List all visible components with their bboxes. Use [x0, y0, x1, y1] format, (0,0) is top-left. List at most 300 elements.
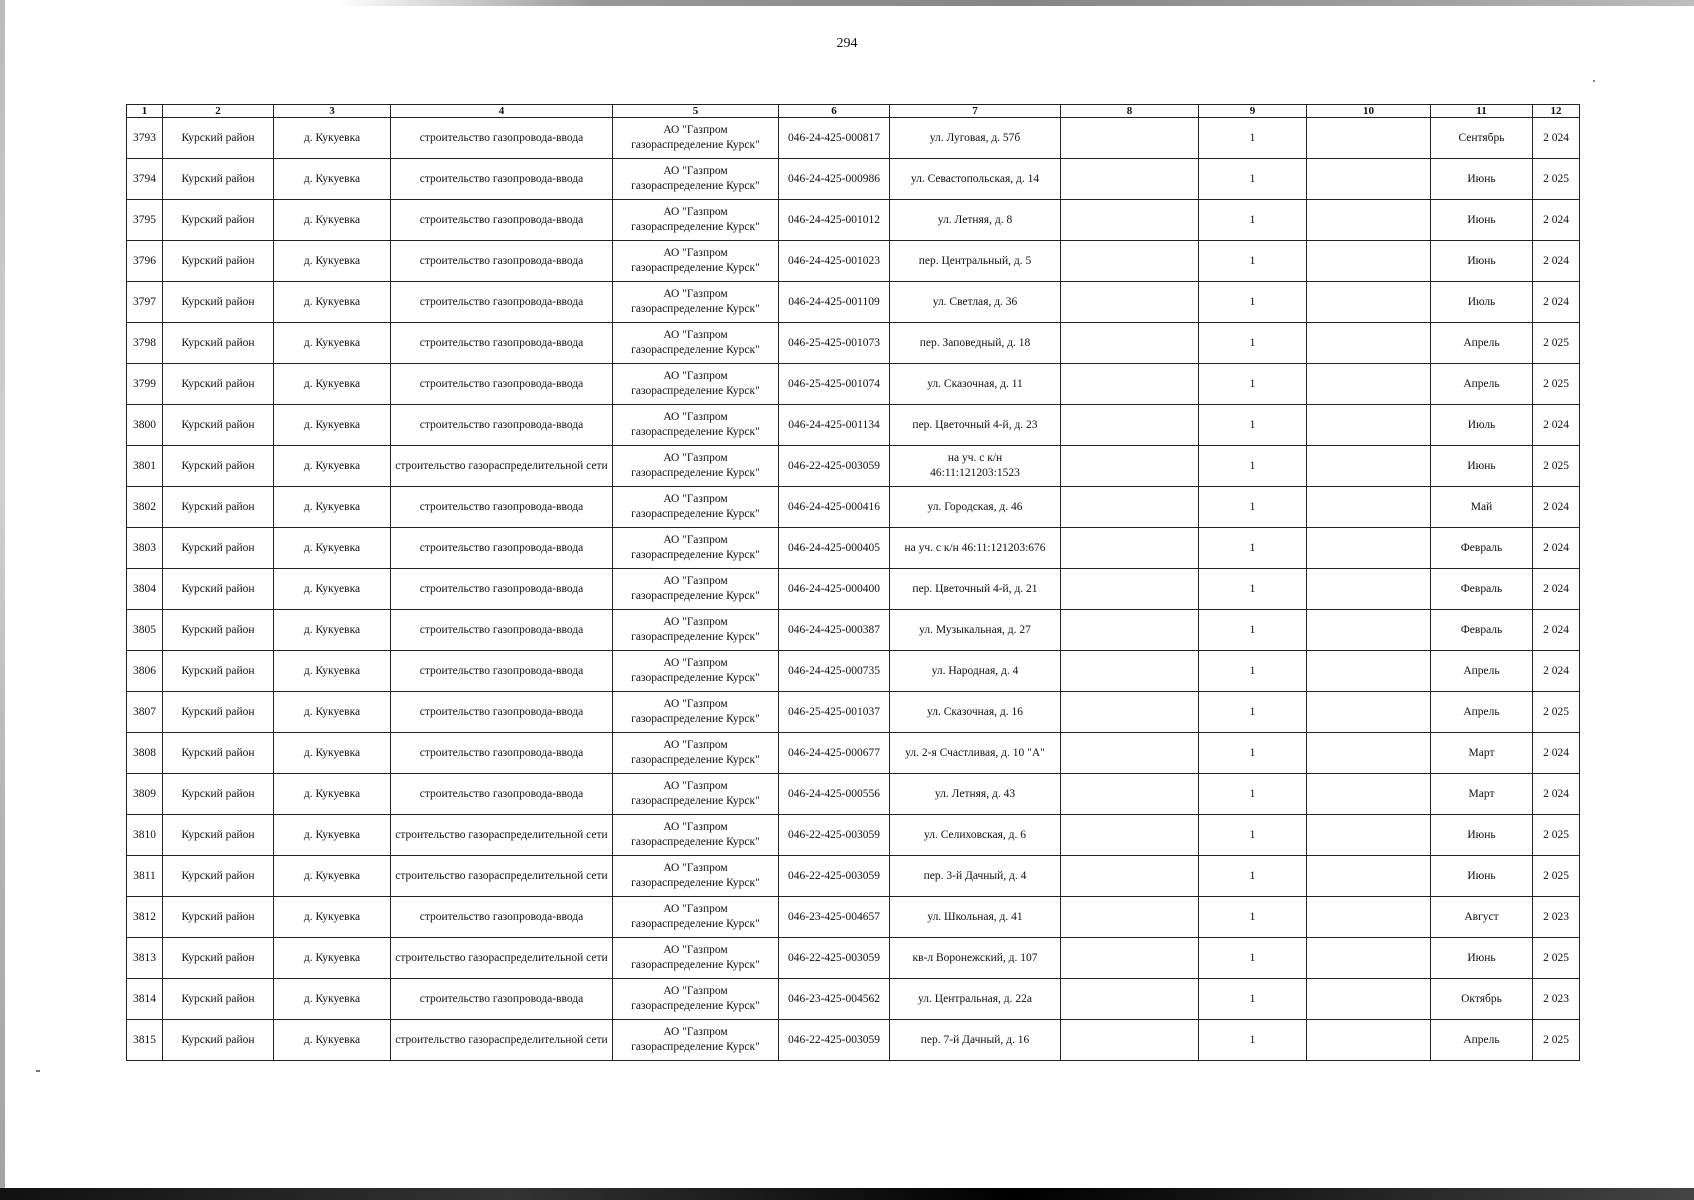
quantity-cell: 1 — [1199, 528, 1307, 569]
col-header-8: 8 — [1061, 105, 1199, 118]
address-line-1: ул. Музыкальная, д. 27 — [919, 623, 1031, 636]
row-number: 3799 — [127, 364, 163, 405]
row-number: 3815 — [127, 1020, 163, 1061]
col-header-3: 3 — [274, 105, 391, 118]
district-cell: Курский район — [163, 692, 274, 733]
organization-line-1: АО "Газпром — [663, 124, 728, 136]
month-cell: Апрель — [1431, 1020, 1533, 1061]
address-line-1: кв-л Воронежский, д. 107 — [912, 951, 1038, 964]
col10-cell — [1307, 1020, 1431, 1061]
organization-cell — [613, 692, 779, 733]
address-cell — [890, 200, 1061, 241]
row-number: 3810 — [127, 815, 163, 856]
organization-line-1: АО "Газпром — [663, 370, 728, 382]
quantity-cell: 1 — [1199, 692, 1307, 733]
col10-cell — [1307, 446, 1431, 487]
district-cell: Курский район — [163, 610, 274, 651]
organization-line-1: АО "Газпром — [663, 329, 728, 341]
address-cell — [890, 733, 1061, 774]
address-cell — [890, 118, 1061, 159]
organization-line-2: газораспределение Курск" — [631, 918, 760, 930]
work-type-cell: строительство газопровода-ввода — [391, 364, 613, 405]
month-cell: Апрель — [1431, 651, 1533, 692]
col8-cell — [1061, 979, 1199, 1020]
year-cell: 2 024 — [1533, 200, 1580, 241]
col8-cell — [1061, 774, 1199, 815]
address-line-1: ул. Севастопольская, д. 14 — [910, 172, 1040, 185]
row-number: 3797 — [127, 282, 163, 323]
district-cell: Курский район — [163, 733, 274, 774]
month-cell: Июнь — [1431, 241, 1533, 282]
application-code-cell: 046-25-425-001073 — [779, 323, 890, 364]
organization-cell — [613, 569, 779, 610]
row-number: 3813 — [127, 938, 163, 979]
district-cell: Курский район — [163, 979, 274, 1020]
organization-line-1: АО "Газпром — [663, 616, 728, 628]
application-code-cell: 046-22-425-003059 — [779, 1020, 890, 1061]
table-row — [127, 856, 1580, 897]
address-line-1: ул. Народная, д. 4 — [931, 664, 1019, 677]
organization-cell — [613, 938, 779, 979]
month-cell: Октябрь — [1431, 979, 1533, 1020]
address-line-1: на уч. с к/н 46:11:121203:676 — [904, 541, 1046, 554]
locality-cell: д. Кукуевка — [274, 323, 391, 364]
address-cell — [890, 323, 1061, 364]
address-cell — [890, 774, 1061, 815]
organization-line-2: газораспределение Курск" — [631, 549, 760, 561]
address-cell — [890, 1020, 1061, 1061]
work-type-cell: строительство газопровода-ввода — [391, 528, 613, 569]
table-row — [127, 118, 1580, 159]
address-line-1: ул. 2-я Счастливая, д. 10 "А" — [905, 746, 1045, 759]
quantity-cell: 1 — [1199, 241, 1307, 282]
col-header-7: 7 — [890, 105, 1061, 118]
table-row — [127, 569, 1580, 610]
organization-line-1: АО "Газпром — [663, 985, 728, 997]
col10-cell — [1307, 528, 1431, 569]
col10-cell — [1307, 323, 1431, 364]
district-cell: Курский район — [163, 200, 274, 241]
col8-cell — [1061, 815, 1199, 856]
quantity-cell: 1 — [1199, 200, 1307, 241]
address-cell — [890, 897, 1061, 938]
quantity-cell: 1 — [1199, 774, 1307, 815]
year-cell: 2 025 — [1533, 692, 1580, 733]
work-type-cell: строительство газопровода-ввода — [391, 282, 613, 323]
table-row — [127, 282, 1580, 323]
quantity-cell: 1 — [1199, 610, 1307, 651]
organization-line-2: газораспределение Курск" — [631, 385, 760, 397]
quantity-cell: 1 — [1199, 856, 1307, 897]
work-type-cell: строительство газопровода-ввода — [391, 692, 613, 733]
month-cell: Июнь — [1431, 815, 1533, 856]
district-cell: Курский район — [163, 487, 274, 528]
year-cell: 2 024 — [1533, 610, 1580, 651]
quantity-cell: 1 — [1199, 1020, 1307, 1061]
work-type-cell: строительство газопровода-ввода — [391, 774, 613, 815]
col-header-5: 5 — [613, 105, 779, 118]
address-line-1: ул. Летняя, д. 8 — [937, 213, 1013, 226]
scan-edge-left — [0, 0, 5, 1200]
application-code-cell: 046-22-425-003059 — [779, 815, 890, 856]
organization-line-1: АО "Газпром — [663, 903, 728, 915]
col10-cell — [1307, 692, 1431, 733]
year-cell: 2 024 — [1533, 118, 1580, 159]
col8-cell — [1061, 323, 1199, 364]
year-cell: 2 024 — [1533, 774, 1580, 815]
col8-cell — [1061, 1020, 1199, 1061]
district-cell: Курский район — [163, 118, 274, 159]
district-cell: Курский район — [163, 241, 274, 282]
table-row — [127, 446, 1580, 487]
locality-cell: д. Кукуевка — [274, 569, 391, 610]
address-line-1: ул. Селиховская, д. 6 — [924, 828, 1026, 841]
application-code-cell: 046-25-425-001037 — [779, 692, 890, 733]
address-cell — [890, 651, 1061, 692]
table-row — [127, 1020, 1580, 1061]
table-row — [127, 323, 1580, 364]
year-cell: 2 023 — [1533, 979, 1580, 1020]
work-type-cell: строительство газопровода-ввода — [391, 651, 613, 692]
organization-line-1: АО "Газпром — [663, 247, 728, 259]
locality-cell: д. Кукуевка — [274, 528, 391, 569]
col10-cell — [1307, 487, 1431, 528]
col8-cell — [1061, 446, 1199, 487]
application-code-cell: 046-24-425-000986 — [779, 159, 890, 200]
year-cell: 2 024 — [1533, 528, 1580, 569]
application-code-cell: 046-23-425-004657 — [779, 897, 890, 938]
organization-line-2: газораспределение Курск" — [631, 180, 760, 192]
col8-cell — [1061, 692, 1199, 733]
col10-cell — [1307, 815, 1431, 856]
row-number: 3802 — [127, 487, 163, 528]
col10-cell — [1307, 364, 1431, 405]
quantity-cell: 1 — [1199, 323, 1307, 364]
address-line-1: ул. Сказочная, д. 11 — [927, 377, 1023, 390]
table-row — [127, 979, 1580, 1020]
month-cell: Июнь — [1431, 938, 1533, 979]
month-cell: Июнь — [1431, 856, 1533, 897]
locality-cell: д. Кукуевка — [274, 405, 391, 446]
col8-cell — [1061, 364, 1199, 405]
work-type-cell: строительство газопровода-ввода — [391, 733, 613, 774]
application-code-cell: 046-24-425-000817 — [779, 118, 890, 159]
address-cell — [890, 364, 1061, 405]
address-cell — [890, 569, 1061, 610]
organization-cell — [613, 446, 779, 487]
organization-line-2: газораспределение Курск" — [631, 877, 760, 889]
locality-cell: д. Кукуевка — [274, 159, 391, 200]
row-number: 3812 — [127, 897, 163, 938]
month-cell: Июнь — [1431, 200, 1533, 241]
application-code-cell: 046-24-425-000400 — [779, 569, 890, 610]
quantity-cell: 1 — [1199, 979, 1307, 1020]
locality-cell: д. Кукуевка — [274, 856, 391, 897]
month-cell: Июнь — [1431, 446, 1533, 487]
organization-line-1: АО "Газпром — [663, 165, 728, 177]
col8-cell — [1061, 569, 1199, 610]
col8-cell — [1061, 938, 1199, 979]
month-cell: Май — [1431, 487, 1533, 528]
locality-cell: д. Кукуевка — [274, 692, 391, 733]
work-type-cell: строительство газопровода-ввода — [391, 118, 613, 159]
organization-line-1: АО "Газпром — [663, 1026, 728, 1038]
organization-line-2: газораспределение Курск" — [631, 1041, 760, 1053]
quantity-cell: 1 — [1199, 733, 1307, 774]
address-line-1: ул. Луговая, д. 57б — [929, 131, 1021, 144]
table-row — [127, 241, 1580, 282]
col10-cell — [1307, 733, 1431, 774]
district-cell: Курский район — [163, 815, 274, 856]
application-code-cell: 046-23-425-004562 — [779, 979, 890, 1020]
month-cell: Февраль — [1431, 528, 1533, 569]
organization-line-2: газораспределение Курск" — [631, 631, 760, 643]
application-code-cell: 046-22-425-003059 — [779, 856, 890, 897]
application-code-cell: 046-25-425-001074 — [779, 364, 890, 405]
organization-cell — [613, 651, 779, 692]
col10-cell — [1307, 938, 1431, 979]
year-cell: 2 025 — [1533, 159, 1580, 200]
address-line-2: 46:11:121203:1523 — [930, 467, 1020, 479]
quantity-cell: 1 — [1199, 815, 1307, 856]
row-number: 3805 — [127, 610, 163, 651]
locality-cell: д. Кукуевка — [274, 1020, 391, 1061]
table-row — [127, 774, 1580, 815]
quantity-cell: 1 — [1199, 364, 1307, 405]
col10-cell — [1307, 282, 1431, 323]
address-cell — [890, 856, 1061, 897]
row-number: 3804 — [127, 569, 163, 610]
organization-line-1: АО "Газпром — [663, 206, 728, 218]
col8-cell — [1061, 282, 1199, 323]
application-code-cell: 046-24-425-000405 — [779, 528, 890, 569]
work-type-cell: строительство газопровода-ввода — [391, 241, 613, 282]
organization-cell — [613, 200, 779, 241]
col-header-12: 12 — [1533, 105, 1580, 118]
quantity-cell: 1 — [1199, 405, 1307, 446]
month-cell: Апрель — [1431, 692, 1533, 733]
col10-cell — [1307, 979, 1431, 1020]
col8-cell — [1061, 405, 1199, 446]
col-header-2: 2 — [163, 105, 274, 118]
scan-edge-bottom — [0, 1188, 1694, 1200]
locality-cell: д. Кукуевка — [274, 651, 391, 692]
organization-cell — [613, 897, 779, 938]
year-cell: 2 025 — [1533, 815, 1580, 856]
year-cell: 2 024 — [1533, 651, 1580, 692]
year-cell: 2 025 — [1533, 856, 1580, 897]
month-cell: Сентябрь — [1431, 118, 1533, 159]
col10-cell — [1307, 774, 1431, 815]
year-cell: 2 025 — [1533, 446, 1580, 487]
table-row — [127, 610, 1580, 651]
row-number: 3793 — [127, 118, 163, 159]
col10-cell — [1307, 897, 1431, 938]
organization-line-2: газораспределение Курск" — [631, 221, 760, 233]
organization-line-1: АО "Газпром — [663, 288, 728, 300]
district-cell: Курский район — [163, 364, 274, 405]
organization-line-2: газораспределение Курск" — [631, 754, 760, 766]
col10-cell — [1307, 200, 1431, 241]
row-number: 3801 — [127, 446, 163, 487]
organization-cell — [613, 323, 779, 364]
year-cell: 2 025 — [1533, 1020, 1580, 1061]
district-cell: Курский район — [163, 282, 274, 323]
organization-line-1: АО "Газпром — [663, 575, 728, 587]
locality-cell: д. Кукуевка — [274, 200, 391, 241]
locality-cell: д. Кукуевка — [274, 897, 391, 938]
district-cell: Курский район — [163, 856, 274, 897]
col8-cell — [1061, 610, 1199, 651]
application-code-cell: 046-24-425-001023 — [779, 241, 890, 282]
district-cell: Курский район — [163, 446, 274, 487]
col10-cell — [1307, 118, 1431, 159]
locality-cell: д. Кукуевка — [274, 979, 391, 1020]
organization-line-1: АО "Газпром — [663, 657, 728, 669]
col8-cell — [1061, 856, 1199, 897]
organization-line-2: газораспределение Курск" — [631, 426, 760, 438]
district-cell: Курский район — [163, 774, 274, 815]
address-cell — [890, 692, 1061, 733]
organization-line-2: газораспределение Курск" — [631, 672, 760, 684]
col-header-6: 6 — [779, 105, 890, 118]
district-cell: Курский район — [163, 897, 274, 938]
row-number: 3803 — [127, 528, 163, 569]
col8-cell — [1061, 200, 1199, 241]
quantity-cell: 1 — [1199, 282, 1307, 323]
col10-cell — [1307, 405, 1431, 446]
locality-cell: д. Кукуевка — [274, 241, 391, 282]
row-number: 3806 — [127, 651, 163, 692]
month-cell: Апрель — [1431, 323, 1533, 364]
scan-speck-left — [36, 1070, 40, 1072]
col-header-4: 4 — [391, 105, 613, 118]
address-line-1: пер. 7-й Дачный, д. 16 — [920, 1033, 1030, 1046]
col8-cell — [1061, 651, 1199, 692]
application-code-cell: 046-24-425-001012 — [779, 200, 890, 241]
col10-cell — [1307, 651, 1431, 692]
address-cell — [890, 938, 1061, 979]
locality-cell: д. Кукуевка — [274, 610, 391, 651]
quantity-cell: 1 — [1199, 487, 1307, 528]
district-cell: Курский район — [163, 159, 274, 200]
table-row — [127, 897, 1580, 938]
header-row — [127, 105, 1580, 118]
organization-line-1: АО "Газпром — [663, 452, 728, 464]
organization-line-1: АО "Газпром — [663, 739, 728, 751]
work-type-cell: строительство газораспределительной сети — [391, 446, 613, 487]
organization-cell — [613, 118, 779, 159]
table-row — [127, 487, 1580, 528]
district-cell: Курский район — [163, 569, 274, 610]
locality-cell: д. Кукуевка — [274, 446, 391, 487]
row-number: 3795 — [127, 200, 163, 241]
page-number: 294 — [836, 36, 858, 51]
address-line-1: пер. Цветочный 4-й, д. 21 — [912, 582, 1038, 595]
col10-cell — [1307, 241, 1431, 282]
address-cell — [890, 446, 1061, 487]
application-code-cell: 046-22-425-003059 — [779, 938, 890, 979]
address-cell — [890, 282, 1061, 323]
address-line-1: ул. Летняя, д. 43 — [934, 787, 1016, 800]
address-cell — [890, 159, 1061, 200]
organization-line-1: АО "Газпром — [663, 780, 728, 792]
scan-edge-top — [0, 0, 1694, 6]
month-cell: Март — [1431, 774, 1533, 815]
month-cell: Август — [1431, 897, 1533, 938]
table-row — [127, 159, 1580, 200]
work-type-cell: строительство газопровода-ввода — [391, 610, 613, 651]
quantity-cell: 1 — [1199, 118, 1307, 159]
quantity-cell: 1 — [1199, 651, 1307, 692]
year-cell: 2 024 — [1533, 405, 1580, 446]
organization-line-2: газораспределение Курск" — [631, 713, 760, 725]
work-type-cell: строительство газораспределительной сети — [391, 815, 613, 856]
organization-cell — [613, 241, 779, 282]
application-code-cell: 046-24-425-000556 — [779, 774, 890, 815]
organization-line-1: АО "Газпром — [663, 411, 728, 423]
organization-cell — [613, 815, 779, 856]
table-body — [127, 118, 1580, 1061]
address-cell — [890, 241, 1061, 282]
organization-line-1: АО "Газпром — [663, 862, 728, 874]
work-type-cell: строительство газораспределительной сети — [391, 856, 613, 897]
year-cell: 2 024 — [1533, 733, 1580, 774]
organization-line-1: АО "Газпром — [663, 534, 728, 546]
row-number: 3807 — [127, 692, 163, 733]
locality-cell: д. Кукуевка — [274, 282, 391, 323]
work-type-cell: строительство газопровода-ввода — [391, 323, 613, 364]
organization-cell — [613, 774, 779, 815]
col8-cell — [1061, 897, 1199, 938]
table-header — [127, 105, 1580, 118]
month-cell: Апрель — [1431, 364, 1533, 405]
locality-cell: д. Кукуевка — [274, 815, 391, 856]
table-row — [127, 938, 1580, 979]
year-cell: 2 024 — [1533, 282, 1580, 323]
organization-line-2: газораспределение Курск" — [631, 795, 760, 807]
work-type-cell: строительство газопровода-ввода — [391, 569, 613, 610]
year-cell: 2 025 — [1533, 938, 1580, 979]
table-row — [127, 651, 1580, 692]
organization-line-1: АО "Газпром — [663, 493, 728, 505]
organization-line-2: газораспределение Курск" — [631, 262, 760, 274]
row-number: 3800 — [127, 405, 163, 446]
organization-line-2: газораспределение Курск" — [631, 1000, 760, 1012]
organization-cell — [613, 282, 779, 323]
work-type-cell: строительство газораспределительной сети — [391, 1020, 613, 1061]
work-type-cell: строительство газопровода-ввода — [391, 200, 613, 241]
work-type-cell: строительство газопровода-ввода — [391, 487, 613, 528]
quantity-cell: 1 — [1199, 569, 1307, 610]
work-type-cell: строительство газопровода-ввода — [391, 405, 613, 446]
locality-cell: д. Кукуевка — [274, 774, 391, 815]
locality-cell: д. Кукуевка — [274, 364, 391, 405]
row-number: 3794 — [127, 159, 163, 200]
organization-cell — [613, 364, 779, 405]
organization-cell — [613, 610, 779, 651]
application-code-cell: 046-24-425-000735 — [779, 651, 890, 692]
quantity-cell: 1 — [1199, 938, 1307, 979]
scan-speck — [1593, 80, 1595, 82]
district-cell: Курский район — [163, 323, 274, 364]
locality-cell: д. Кукуевка — [274, 938, 391, 979]
quantity-cell: 1 — [1199, 897, 1307, 938]
address-cell — [890, 815, 1061, 856]
month-cell: Июль — [1431, 282, 1533, 323]
quantity-cell: 1 — [1199, 159, 1307, 200]
address-line-1: ул. Сказочная, д. 16 — [926, 705, 1024, 718]
